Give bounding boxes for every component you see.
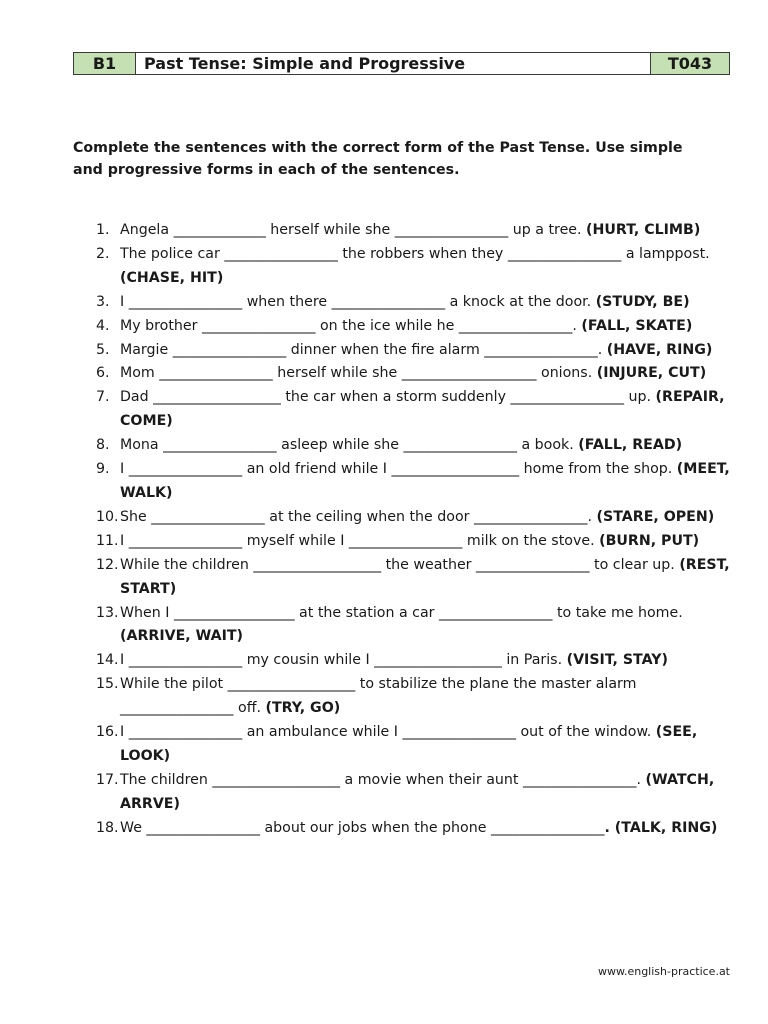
exercise-number-label: 1. <box>96 222 110 238</box>
exercise-sentence <box>119 602 733 650</box>
exercise-number <box>73 530 119 554</box>
verb-hint: . (TALK, RING) <box>604 819 718 836</box>
exercise-sentence <box>119 458 733 506</box>
exercise-sentence <box>119 769 733 817</box>
exercise-sentence <box>119 506 733 530</box>
sentence-text: I ________________ when there ________________ a knock at the door. <box>120 293 596 310</box>
verb-hint: (SEE, LOOK) <box>120 724 703 764</box>
exercise-number-label: 2. <box>96 245 110 262</box>
exercise-item <box>73 769 733 817</box>
exercise-item <box>73 362 733 386</box>
sentence-text: We ________________ about our jobs when the phone ________________ <box>120 819 605 836</box>
worksheet-code: T043 <box>651 53 729 74</box>
exercise-sentence <box>119 649 733 673</box>
exercise-number-label: 9. <box>96 461 110 478</box>
verb-hint: (TRY, GO) <box>265 700 341 717</box>
exercise-number <box>73 315 119 339</box>
exercise-number-label: 11. <box>96 532 119 549</box>
verb-hint: (STUDY, BE) <box>595 293 690 310</box>
sentence-text: The children __________________ a movie when their aunt ________________. <box>120 771 646 788</box>
exercise-number <box>73 458 119 506</box>
sentence-text: When I _________________ at the station a car ________________ to take me home. <box>120 604 688 621</box>
sentence-text: Dad __________________ the car when a storm suddenly ________________ up. <box>120 389 656 406</box>
exercise-item <box>73 458 733 506</box>
footer-url: www.english-practice.at <box>597 965 730 978</box>
verb-hint: (INJURE, CUT) <box>596 365 707 382</box>
exercise-number-label: 18. <box>96 819 119 836</box>
exercise-number-label: 16. <box>96 724 119 741</box>
exercise-item <box>73 434 733 458</box>
sentence-text: I ________________ an ambulance while I ________________ out of the window. <box>120 724 656 741</box>
verb-hint: (MEET, WALK) <box>120 461 735 501</box>
verb-hint: (WATCH, ARRVE) <box>120 771 720 812</box>
exercise-item <box>73 315 733 339</box>
verb-hint: (REST, START) <box>120 556 735 597</box>
verb-hint: (REPAIR, COME) <box>120 389 730 430</box>
exercise-number <box>73 602 119 650</box>
exercise-number <box>73 554 119 602</box>
sentence-text: While the children __________________ the weather ________________ to clear up. <box>120 556 680 573</box>
exercise-number-label: 7. <box>96 389 110 406</box>
exercise-item <box>73 291 733 315</box>
exercise-number-label: 8. <box>96 437 110 454</box>
exercise-item <box>73 817 733 841</box>
exercise-number-label: 3. <box>96 293 110 310</box>
exercise-item <box>73 243 733 291</box>
sentence-text: Margie ________________ dinner when the fire alarm ________________. <box>120 341 607 358</box>
verb-hint: (STARE, OPEN) <box>596 508 715 525</box>
exercise-number <box>73 386 119 434</box>
exercise-item <box>73 339 733 363</box>
exercise-item <box>73 219 733 243</box>
exercise-sentence <box>119 291 733 315</box>
exercise-sentence <box>119 434 733 458</box>
exercise-sentence <box>119 673 733 721</box>
exercise-item <box>73 721 733 769</box>
sentence-text: Mona ________________ asleep while she ________________ a book. <box>120 437 579 454</box>
exercise-number-label: 17. <box>96 771 119 788</box>
exercise-list <box>73 219 733 841</box>
exercise-number-label: 6. <box>96 365 110 382</box>
exercise-number-label: 14. <box>96 652 119 669</box>
exercise-sentence <box>119 530 733 554</box>
sentence-text: While the pilot __________________ to stabilize the plane the master alarm ________________ off. <box>120 676 641 717</box>
exercise-number-label: 4. <box>96 317 110 334</box>
worksheet-title: Past Tense: Simple and Progressive <box>136 53 651 74</box>
exercise-item <box>73 602 733 650</box>
exercise-number <box>73 673 119 721</box>
exercise-item <box>73 530 733 554</box>
exercise-sentence <box>119 219 733 243</box>
verb-hint: (ARRIVE, WAIT) <box>120 628 244 645</box>
instructions: Complete the sentences with the correct form of the Past Tense. Use simple and progressive forms in each of the sentences. <box>73 140 683 178</box>
sentence-text: I ________________ my cousin while I __________________ in Paris. <box>120 652 567 669</box>
exercise-item <box>73 554 733 602</box>
exercise-number <box>73 769 119 817</box>
sentence-text: I ________________ an old friend while I __________________ home from the shop. <box>120 461 677 478</box>
exercise-number <box>73 243 119 291</box>
sentence-text: Angela _____________ herself while she ________________ up a tree. <box>120 222 587 238</box>
level-badge: B1 <box>74 53 136 74</box>
exercise-sentence <box>119 721 733 769</box>
verb-hint: (VISIT, STAY) <box>566 652 668 669</box>
exercise-number <box>73 362 119 386</box>
sentence-text: My brother ________________ on the ice while he ________________. <box>120 317 582 334</box>
verb-hint: (BURN, PUT) <box>599 532 700 549</box>
exercise-sentence <box>119 817 733 841</box>
exercise-sentence <box>119 339 733 363</box>
exercise-number-label: 13. <box>96 604 119 621</box>
worksheet-header <box>73 52 730 75</box>
exercise-number <box>73 291 119 315</box>
verb-hint: (HURT, CLIMB) <box>586 222 701 238</box>
sentence-text: She ________________ at the ceiling when the door ________________. <box>120 508 597 525</box>
exercise-sentence <box>119 362 733 386</box>
exercise-number <box>73 339 119 363</box>
verb-hint: (HAVE, RING) <box>606 341 713 358</box>
exercise-item <box>73 649 733 673</box>
exercise-number-label: 12. <box>96 556 119 573</box>
exercise-sentence <box>119 386 733 434</box>
verb-hint: (FALL, SKATE) <box>581 317 693 334</box>
sentence-text: Mom ________________ herself while she ___________________ onions. <box>120 365 597 382</box>
verb-hint: (CHASE, HIT) <box>120 269 224 286</box>
exercise-sentence <box>119 554 733 602</box>
verb-hint: (FALL, READ) <box>578 437 683 454</box>
exercise-item <box>73 506 733 530</box>
exercise-number-label: 5. <box>96 341 110 358</box>
exercise-sentence <box>119 243 733 291</box>
sentence-text: The police car ________________ the robbers when they ________________ a lamppost. <box>120 245 715 262</box>
exercise-number <box>73 817 119 841</box>
exercise-sentence <box>119 315 733 339</box>
exercise-number <box>73 219 119 243</box>
exercise-number <box>73 434 119 458</box>
exercise-number <box>73 649 119 673</box>
exercise-item <box>73 386 733 434</box>
exercise-number <box>73 506 119 530</box>
exercise-number-label: 10. <box>96 508 119 525</box>
sentence-text: I ________________ myself while I ________________ milk on the stove. <box>120 532 600 549</box>
exercise-number-label: 15. <box>96 676 119 693</box>
exercise-number <box>73 721 119 769</box>
exercise-item <box>73 673 733 721</box>
